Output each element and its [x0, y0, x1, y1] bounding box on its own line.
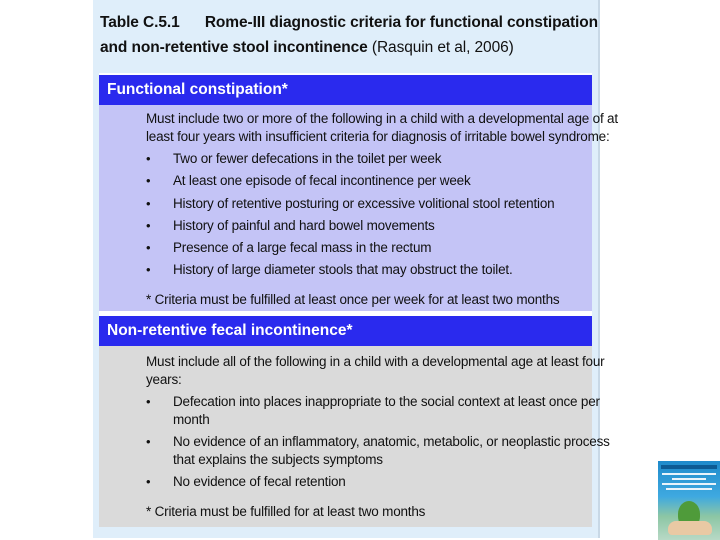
table-title: Rome-III diagnostic criteria for functional constipation	[204, 14, 598, 31]
criterion-item: History of large diameter stools that may obstruct the toilet.	[173, 262, 513, 277]
criterion-item: At least one episode of fecal incontinence per week	[173, 173, 471, 188]
section-heading-functional-constipation: Functional constipation*	[99, 75, 592, 105]
section-body-non-retentive-incontinence	[99, 346, 610, 527]
table-title-line-2	[100, 39, 514, 57]
criterion-item: Presence of a large fecal mass in the rectum	[173, 240, 432, 255]
bullet-marker: •	[146, 173, 151, 188]
intro-line: years:	[146, 372, 182, 387]
table-number: Table C.5.1	[100, 14, 180, 31]
bullet-marker: •	[146, 394, 151, 409]
table-citation: (Rasquin et al, 2006)	[367, 39, 514, 56]
criteria-table	[99, 73, 618, 527]
bullet-marker: •	[146, 196, 151, 211]
bullet-marker: •	[146, 218, 151, 233]
bullet-marker: •	[146, 434, 151, 449]
table-panel	[93, 0, 618, 538]
criterion-item: No evidence of fecal retention	[173, 474, 346, 489]
criterion-item: History of retentive posturing or excessive volitional stool retention	[173, 196, 555, 211]
bullet-marker: •	[146, 262, 151, 277]
criterion-item: No evidence of an inflammatory, anatomic, metabolic, or neoplastic process	[173, 434, 610, 449]
section-footnote: * Criteria must be fulfilled for at least two months	[146, 504, 426, 519]
bullet-marker: •	[146, 474, 151, 489]
criterion-item-continued: month	[173, 412, 210, 427]
criterion-item: History of painful and hard bowel movements	[173, 218, 435, 233]
intro-line: Must include all of the following in a child with a developmental age at least four	[146, 354, 605, 369]
bullet-marker: •	[146, 151, 151, 166]
criterion-item-continued: that explains the subjects symptoms	[173, 452, 383, 467]
table-title-continued: and non-retentive stool incontinence	[100, 39, 368, 56]
bullet-marker: •	[146, 240, 151, 255]
intro-line: least four years with insufficient criteria for diagnosis of irritable bowel syndrome:	[146, 129, 610, 144]
book-cover-thumbnail-icon	[658, 461, 720, 540]
section-heading-non-retentive-incontinence: Non-retentive fecal incontinence*	[99, 316, 592, 346]
criterion-item: Two or fewer defecations in the toilet per week	[173, 151, 442, 166]
section-body-functional-constipation	[99, 105, 618, 311]
criterion-item: Defecation into places inappropriate to the social context at least once per	[173, 394, 600, 409]
intro-line: Must include two or more of the following in a child with a developmental age of at	[146, 111, 618, 126]
table-title-line-1	[100, 14, 598, 32]
section-footnote: * Criteria must be fulfilled at least once per week for at least two months	[146, 292, 560, 307]
